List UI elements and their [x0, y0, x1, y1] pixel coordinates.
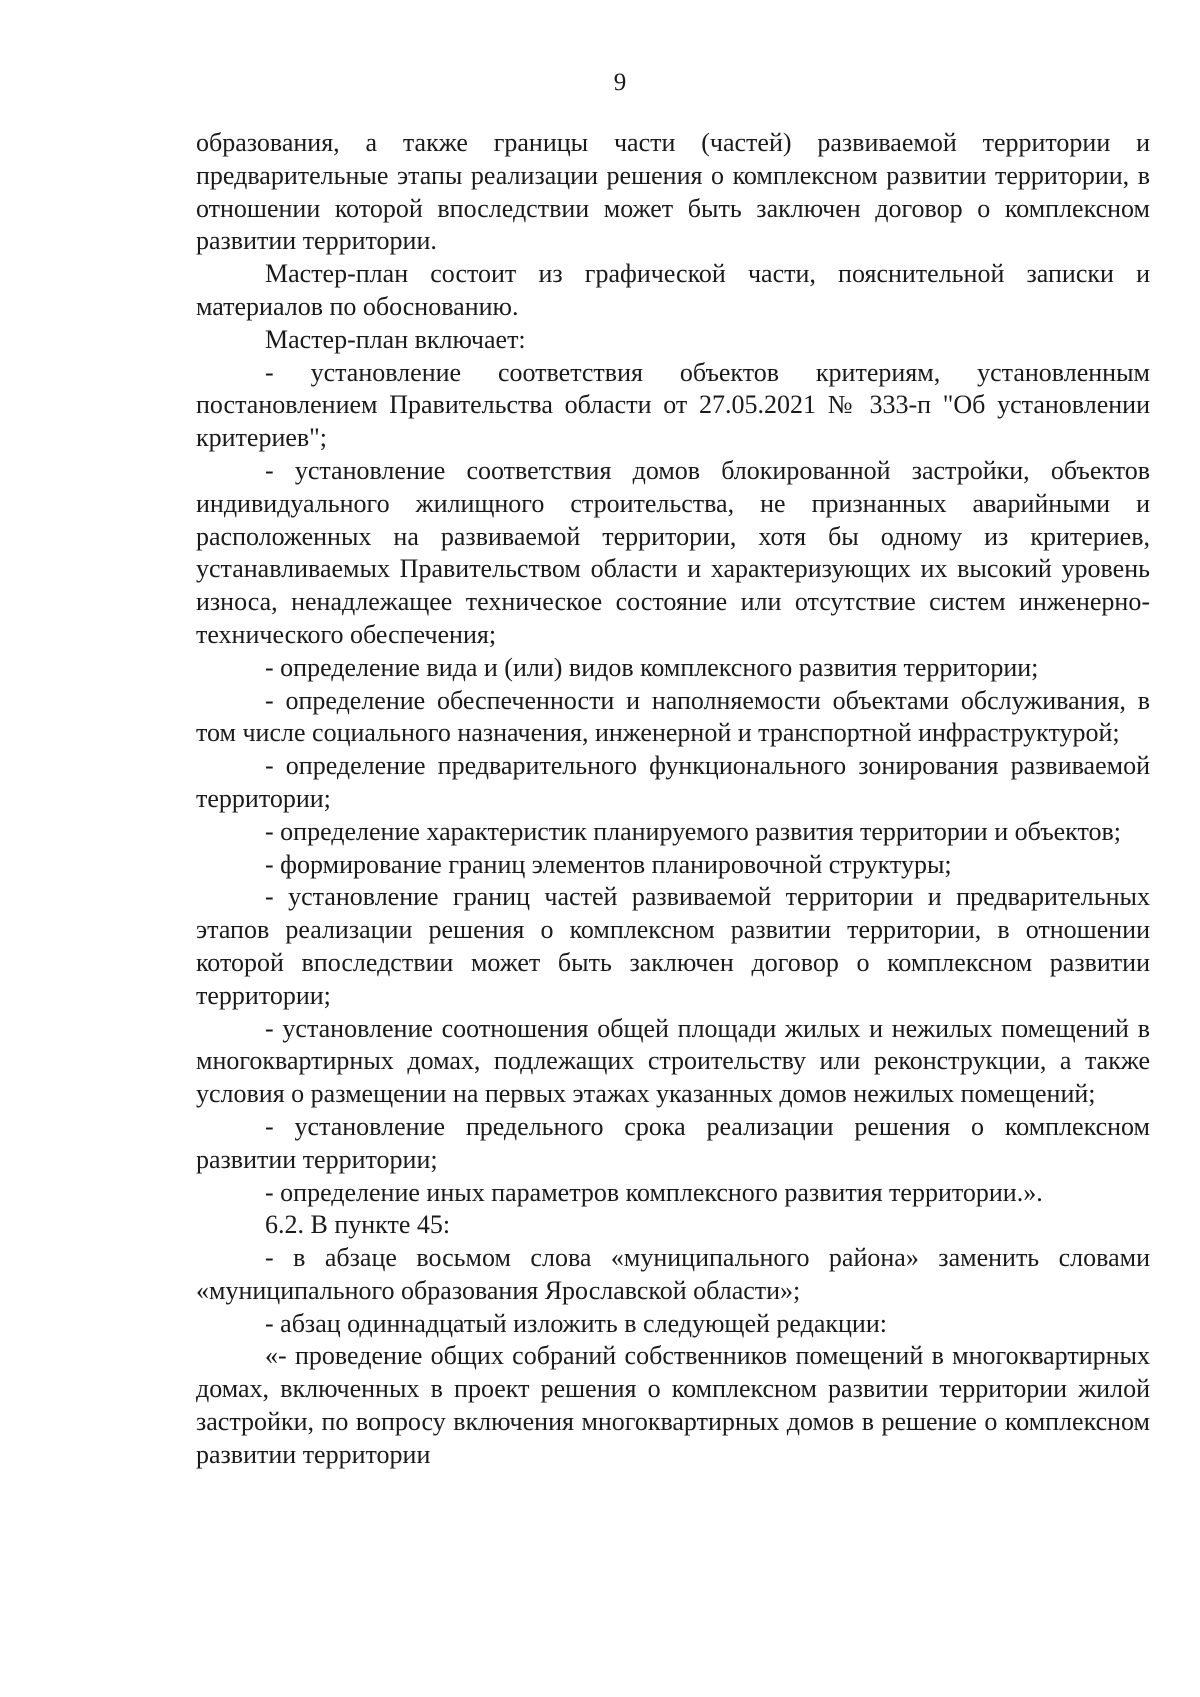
section-heading-6-2: 6.2. В пункте 45:	[265, 1210, 451, 1240]
list-item: - установление соответствия домов блокированной застройки, объектов индивидуального жилищного строительства, не признанных аварийными и расположенных на развиваемой территории, хотя бы одному из критериев, устанавливаемых Правительством области и характеризующих их высокий уровень износа, ненадлежащее техническое состояние или отсутствие систем инженерно-технического обеспечения;	[196, 455, 1150, 649]
document-body	[196, 127, 1150, 1472]
list-item: - формирование границ элементов планировочной структуры;	[265, 849, 952, 879]
list-item: - определение предварительного функционального зонирования развиваемой территории;	[196, 751, 1150, 813]
list-item: - определение характеристик планируемого развития территории и объектов;	[265, 816, 1121, 846]
list-item: - установление границ частей развиваемой территории и предварительных этапов реализации решения о комплексном развитии территории, в отношении которой впоследствии может быть заключен договор о комплексном развитии территории;	[196, 882, 1150, 1010]
list-item: - в абзаце восьмом слова «муниципального района» заменить словами «муниципального образования Ярославской области»;	[196, 1243, 1150, 1305]
paragraph-master-plan-includes: Мастер-план включает:	[265, 324, 526, 354]
list-item: - определение иных параметров комплексного развития территории.».	[265, 1177, 1043, 1207]
list-item: - определение вида и (или) видов комплексного развития территории;	[265, 652, 1039, 682]
list-item: - установление предельного срока реализации решения о комплексном развитии территории;	[196, 1111, 1150, 1174]
page-number: 9	[613, 69, 627, 96]
list-item: - установление соответствия объектов критериям, установленным постановлением Правительства области от 27.05.2021 № 333-п "Об установлении критериев";	[196, 357, 1150, 453]
quoted-list-item: «- проведение общих собраний собственников помещений в многоквартирных домах, включенных в проект решения о комплексном развитии территории жилой застройки, по вопросу включения многоквартирных домов в решение о комплексном развитии территории	[196, 1341, 1150, 1469]
list-item: - установление соотношения общей площади жилых и нежилых помещений в многоквартирных домах, подлежащих строительству или реконструкции, а также условия о размещении на первых этажах указанных домов нежилых помещений;	[196, 1013, 1150, 1109]
list-item: - определение обеспеченности и наполняемости объектами обслуживания, в том числе социального назначения, инженерной и транспортной инфраструктурой;	[196, 685, 1150, 748]
paragraph-continuation: образования, а также границы части (частей) развиваемой территории и предварительные этапы реализации решения о комплексном развитии территории, в отношении которой впоследствии может быть заключен договор о комплексном развитии территории.	[196, 128, 1150, 256]
paragraph-master-plan-composition: Мастер-план состоит из графической части, пояснительной записки и материалов по обоснованию.	[196, 259, 1150, 321]
list-item: - абзац одиннадцатый изложить в следующей редакции:	[265, 1308, 887, 1338]
